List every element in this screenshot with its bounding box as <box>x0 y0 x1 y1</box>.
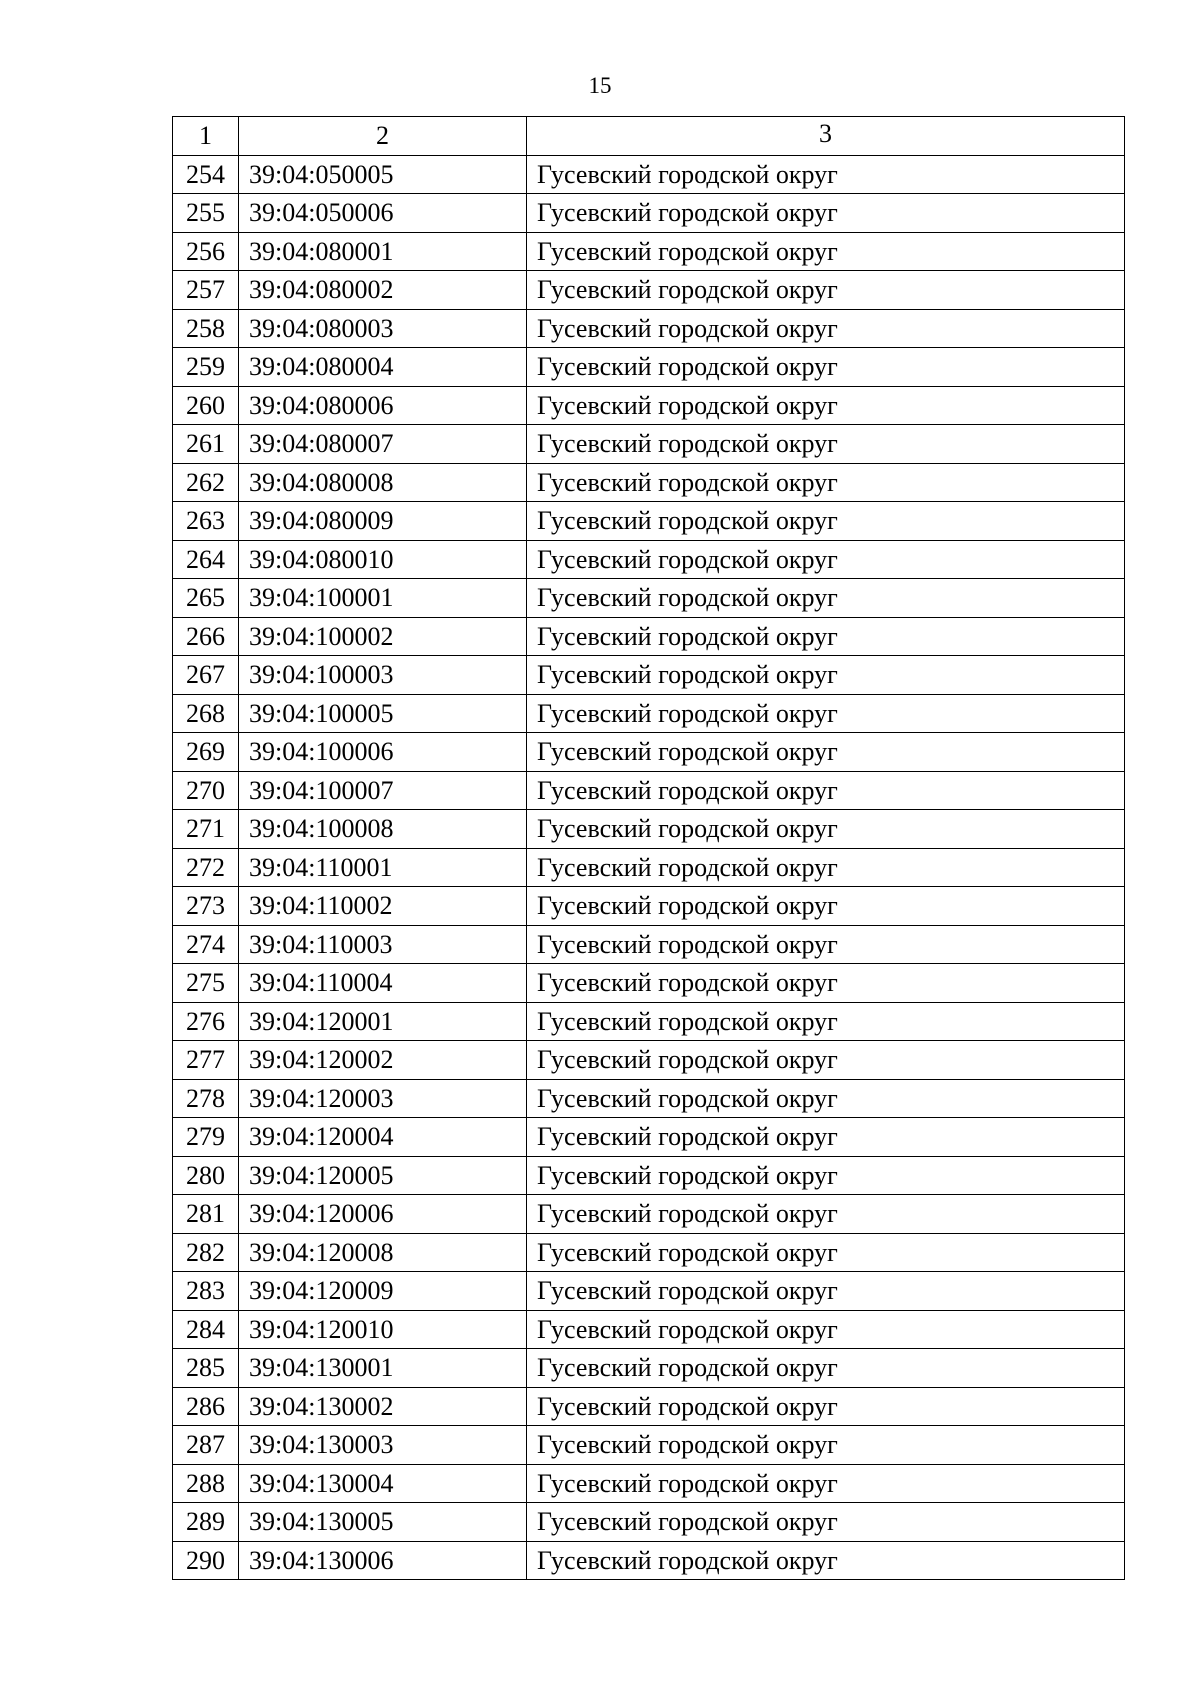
column-header-3: 3 <box>527 117 1125 156</box>
table-row <box>173 386 1125 425</box>
row-number-cell: 289 <box>173 1503 239 1542</box>
table-row <box>173 232 1125 271</box>
table-row <box>173 1079 1125 1118</box>
cadastral-code-cell: 39:04:080010 <box>239 540 527 579</box>
table-row <box>173 1156 1125 1195</box>
district-name-cell: Гусевский городской округ <box>527 887 1125 926</box>
row-number-cell: 264 <box>173 540 239 579</box>
row-number-cell: 278 <box>173 1079 239 1118</box>
table-row <box>173 309 1125 348</box>
district-name-cell: Гусевский городской округ <box>527 425 1125 464</box>
district-name-cell: Гусевский городской округ <box>527 694 1125 733</box>
table-row <box>173 1310 1125 1349</box>
table-row <box>173 887 1125 926</box>
cadastral-code-cell: 39:04:110001 <box>239 848 527 887</box>
district-name-cell: Гусевский городской округ <box>527 656 1125 695</box>
district-name-cell: Гусевский городской округ <box>527 1541 1125 1580</box>
cadastral-code-cell: 39:04:130001 <box>239 1349 527 1388</box>
row-number-cell: 277 <box>173 1041 239 1080</box>
district-name-cell: Гусевский городской округ <box>527 1156 1125 1195</box>
district-name-cell: Гусевский городской округ <box>527 848 1125 887</box>
row-number-cell: 271 <box>173 810 239 849</box>
table-row <box>173 1272 1125 1311</box>
table-row <box>173 656 1125 695</box>
cadastral-code-cell: 39:04:110002 <box>239 887 527 926</box>
column-header-2: 2 <box>239 117 527 156</box>
row-number-cell: 263 <box>173 502 239 541</box>
row-number-cell: 281 <box>173 1195 239 1234</box>
cadastral-code-cell: 39:04:100001 <box>239 579 527 618</box>
row-number-cell: 269 <box>173 733 239 772</box>
table-row <box>173 1002 1125 1041</box>
district-name-cell: Гусевский городской округ <box>527 1387 1125 1426</box>
district-name-cell: Гусевский городской округ <box>527 502 1125 541</box>
table-row <box>173 810 1125 849</box>
row-number-cell: 290 <box>173 1541 239 1580</box>
cadastral-code-cell: 39:04:110004 <box>239 964 527 1003</box>
district-name-cell: Гусевский городской округ <box>527 1195 1125 1234</box>
district-name-cell: Гусевский городской округ <box>527 309 1125 348</box>
cadastral-code-cell: 39:04:100008 <box>239 810 527 849</box>
cadastral-code-cell: 39:04:080001 <box>239 232 527 271</box>
district-name-cell: Гусевский городской округ <box>527 463 1125 502</box>
cadastral-code-cell: 39:04:080002 <box>239 271 527 310</box>
row-number-cell: 282 <box>173 1233 239 1272</box>
row-number-cell: 280 <box>173 1156 239 1195</box>
district-name-cell: Гусевский городской округ <box>527 1464 1125 1503</box>
cadastral-code-cell: 39:04:120005 <box>239 1156 527 1195</box>
row-number-cell: 275 <box>173 964 239 1003</box>
cadastral-code-cell: 39:04:100005 <box>239 694 527 733</box>
cadastral-code-cell: 39:04:080003 <box>239 309 527 348</box>
table-header-row <box>173 117 1125 156</box>
table-row <box>173 1464 1125 1503</box>
district-name-cell: Гусевский городской округ <box>527 1503 1125 1542</box>
row-number-cell: 268 <box>173 694 239 733</box>
table-row <box>173 1233 1125 1272</box>
row-number-cell: 285 <box>173 1349 239 1388</box>
district-name-cell: Гусевский городской округ <box>527 1118 1125 1157</box>
cadastral-code-cell: 39:04:120001 <box>239 1002 527 1041</box>
cadastral-code-cell: 39:04:100006 <box>239 733 527 772</box>
table-row <box>173 617 1125 656</box>
row-number-cell: 254 <box>173 155 239 194</box>
district-name-cell: Гусевский городской округ <box>527 155 1125 194</box>
cadastral-code-cell: 39:04:130003 <box>239 1426 527 1465</box>
district-name-cell: Гусевский городской округ <box>527 540 1125 579</box>
table-row <box>173 463 1125 502</box>
table-row <box>173 502 1125 541</box>
district-name-cell: Гусевский городской округ <box>527 1002 1125 1041</box>
cadastral-code-cell: 39:04:130002 <box>239 1387 527 1426</box>
cadastral-code-cell: 39:04:130006 <box>239 1541 527 1580</box>
district-name-cell: Гусевский городской округ <box>527 1079 1125 1118</box>
row-number-cell: 267 <box>173 656 239 695</box>
row-number-cell: 265 <box>173 579 239 618</box>
cadastral-table <box>172 116 1125 1580</box>
district-name-cell: Гусевский городской округ <box>527 1272 1125 1311</box>
table-row <box>173 155 1125 194</box>
row-number-cell: 288 <box>173 1464 239 1503</box>
cadastral-code-cell: 39:04:100003 <box>239 656 527 695</box>
table-row <box>173 925 1125 964</box>
cadastral-code-cell: 39:04:050005 <box>239 155 527 194</box>
district-name-cell: Гусевский городской округ <box>527 348 1125 387</box>
district-name-cell: Гусевский городской округ <box>527 1349 1125 1388</box>
cadastral-code-cell: 39:04:110003 <box>239 925 527 964</box>
district-name-cell: Гусевский городской округ <box>527 771 1125 810</box>
row-number-cell: 270 <box>173 771 239 810</box>
table-row <box>173 348 1125 387</box>
row-number-cell: 261 <box>173 425 239 464</box>
row-number-cell: 257 <box>173 271 239 310</box>
district-name-cell: Гусевский городской округ <box>527 1233 1125 1272</box>
table-row <box>173 271 1125 310</box>
table-row <box>173 771 1125 810</box>
cadastral-code-cell: 39:04:080004 <box>239 348 527 387</box>
table-row <box>173 1349 1125 1388</box>
row-number-cell: 283 <box>173 1272 239 1311</box>
row-number-cell: 256 <box>173 232 239 271</box>
district-name-cell: Гусевский городской округ <box>527 232 1125 271</box>
table-row <box>173 1426 1125 1465</box>
row-number-cell: 266 <box>173 617 239 656</box>
row-number-cell: 255 <box>173 194 239 233</box>
cadastral-code-cell: 39:04:120006 <box>239 1195 527 1234</box>
cadastral-code-cell: 39:04:120003 <box>239 1079 527 1118</box>
table-row <box>173 579 1125 618</box>
row-number-cell: 260 <box>173 386 239 425</box>
row-number-cell: 274 <box>173 925 239 964</box>
table-row <box>173 848 1125 887</box>
table-row <box>173 694 1125 733</box>
row-number-cell: 273 <box>173 887 239 926</box>
table-body <box>173 155 1125 1580</box>
district-name-cell: Гусевский городской округ <box>527 964 1125 1003</box>
district-name-cell: Гусевский городской округ <box>527 810 1125 849</box>
cadastral-code-cell: 39:04:130004 <box>239 1464 527 1503</box>
district-name-cell: Гусевский городской округ <box>527 271 1125 310</box>
cadastral-code-cell: 39:04:080006 <box>239 386 527 425</box>
row-number-cell: 284 <box>173 1310 239 1349</box>
district-name-cell: Гусевский городской округ <box>527 1041 1125 1080</box>
row-number-cell: 286 <box>173 1387 239 1426</box>
table-row <box>173 964 1125 1003</box>
district-name-cell: Гусевский городской округ <box>527 617 1125 656</box>
cadastral-code-cell: 39:04:080008 <box>239 463 527 502</box>
table-row <box>173 194 1125 233</box>
row-number-cell: 262 <box>173 463 239 502</box>
cadastral-code-cell: 39:04:130005 <box>239 1503 527 1542</box>
row-number-cell: 276 <box>173 1002 239 1041</box>
table-row <box>173 1118 1125 1157</box>
cadastral-code-cell: 39:04:120010 <box>239 1310 527 1349</box>
table-row <box>173 1541 1125 1580</box>
cadastral-code-cell: 39:04:080009 <box>239 502 527 541</box>
cadastral-code-cell: 39:04:120002 <box>239 1041 527 1080</box>
table-row <box>173 1195 1125 1234</box>
cadastral-code-cell: 39:04:100007 <box>239 771 527 810</box>
district-name-cell: Гусевский городской округ <box>527 386 1125 425</box>
table-row <box>173 733 1125 772</box>
cadastral-code-cell: 39:04:120008 <box>239 1233 527 1272</box>
district-name-cell: Гусевский городской округ <box>527 733 1125 772</box>
row-number-cell: 279 <box>173 1118 239 1157</box>
district-name-cell: Гусевский городской округ <box>527 1426 1125 1465</box>
row-number-cell: 259 <box>173 348 239 387</box>
table-row <box>173 1387 1125 1426</box>
page-number: 15 <box>588 73 612 98</box>
cadastral-code-cell: 39:04:120004 <box>239 1118 527 1157</box>
cadastral-code-cell: 39:04:100002 <box>239 617 527 656</box>
cadastral-code-cell: 39:04:050006 <box>239 194 527 233</box>
district-name-cell: Гусевский городской округ <box>527 1310 1125 1349</box>
district-name-cell: Гусевский городской округ <box>527 194 1125 233</box>
row-number-cell: 258 <box>173 309 239 348</box>
table-row <box>173 540 1125 579</box>
district-name-cell: Гусевский городской округ <box>527 925 1125 964</box>
column-header-1: 1 <box>173 117 239 156</box>
table-row <box>173 1503 1125 1542</box>
district-name-cell: Гусевский городской округ <box>527 579 1125 618</box>
row-number-cell: 287 <box>173 1426 239 1465</box>
cadastral-code-cell: 39:04:120009 <box>239 1272 527 1311</box>
table-row <box>173 425 1125 464</box>
table-row <box>173 1041 1125 1080</box>
row-number-cell: 272 <box>173 848 239 887</box>
cadastral-code-cell: 39:04:080007 <box>239 425 527 464</box>
